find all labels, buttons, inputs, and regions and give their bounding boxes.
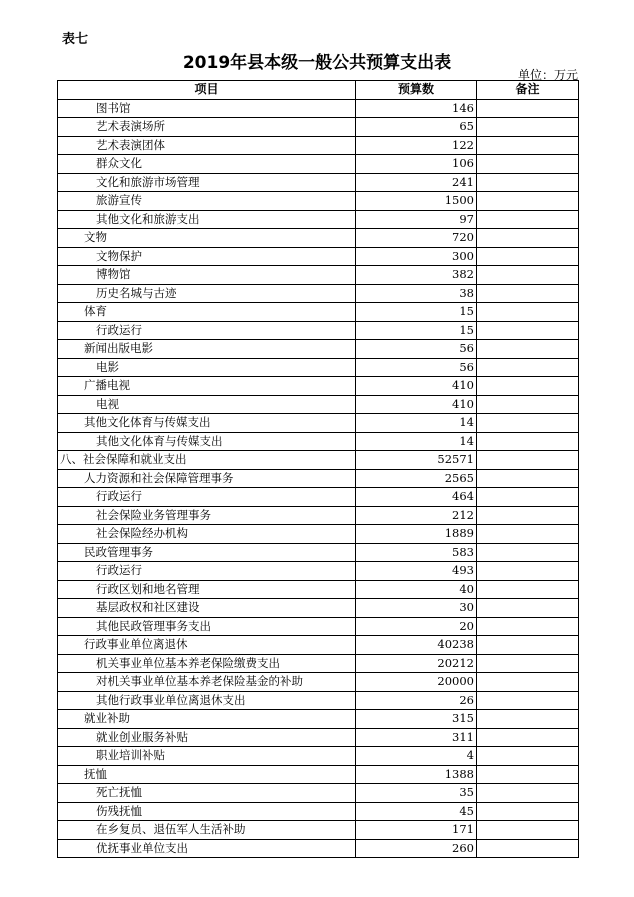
table-row: [58, 802, 579, 821]
item-name-cell: 电视: [58, 395, 356, 414]
budget-value-cell: 45: [356, 802, 477, 821]
table-row: [58, 340, 579, 359]
table-row: [58, 321, 579, 340]
budget-value-cell: 40238: [356, 636, 477, 655]
table-row: [58, 284, 579, 303]
item-name-cell: 其他文化体育与传媒支出: [58, 432, 356, 451]
budget-value-cell: 20: [356, 617, 477, 636]
table-row: [58, 599, 579, 618]
budget-value-cell: 720: [356, 229, 477, 248]
note-cell: [477, 469, 579, 488]
item-name-cell: 群众文化: [58, 155, 356, 174]
budget-value-cell: 122: [356, 136, 477, 155]
page-title: 2019年县本级一般公共预算支出表: [182, 53, 452, 73]
budget-value-cell: 40: [356, 580, 477, 599]
table-row: [58, 210, 579, 229]
budget-value-cell: 65: [356, 118, 477, 137]
note-cell: [477, 710, 579, 729]
table-row: [58, 414, 579, 433]
table-row: [58, 543, 579, 562]
budget-value-cell: 2565: [356, 469, 477, 488]
table-row: [58, 784, 579, 803]
item-name-cell: 优抚事业单位支出: [58, 839, 356, 858]
budget-value-cell: 52571: [356, 451, 477, 470]
table-row: [58, 636, 579, 655]
budget-value-cell: 15: [356, 321, 477, 340]
note-cell: [477, 192, 579, 211]
item-name-cell: 抚恤: [58, 765, 356, 784]
table-row: [58, 432, 579, 451]
note-cell: [477, 747, 579, 766]
note-cell: [477, 377, 579, 396]
budget-value-cell: 1500: [356, 192, 477, 211]
item-name-cell: 博物馆: [58, 266, 356, 285]
note-cell: [477, 173, 579, 192]
item-name-cell: 体育: [58, 303, 356, 322]
note-cell: [477, 229, 579, 248]
budget-value-cell: 20212: [356, 654, 477, 673]
table-row: [58, 451, 579, 470]
table-row: [58, 247, 579, 266]
item-name-cell: 艺术表演场所: [58, 118, 356, 137]
item-name-cell: 基层政权和社区建设: [58, 599, 356, 618]
note-cell: [477, 654, 579, 673]
note-cell: [477, 821, 579, 840]
table-row: [58, 488, 579, 507]
note-cell: [477, 266, 579, 285]
table-row: [58, 617, 579, 636]
note-cell: [477, 247, 579, 266]
budget-value-cell: 106: [356, 155, 477, 174]
note-cell: [477, 210, 579, 229]
item-name-cell: 对机关事业单位基本养老保险基金的补助: [58, 673, 356, 692]
budget-value-cell: 146: [356, 99, 477, 118]
table-row: [58, 562, 579, 581]
header-item: 项目: [58, 81, 356, 100]
note-cell: [477, 617, 579, 636]
note-cell: [477, 784, 579, 803]
table-row: [58, 580, 579, 599]
item-name-cell: 其他民政管理事务支出: [58, 617, 356, 636]
table-row: [58, 673, 579, 692]
budget-value-cell: 56: [356, 358, 477, 377]
note-cell: [477, 136, 579, 155]
item-name-cell: 行政运行: [58, 321, 356, 340]
table-row: [58, 173, 579, 192]
note-cell: [477, 636, 579, 655]
budget-value-cell: 583: [356, 543, 477, 562]
table-row: [58, 266, 579, 285]
budget-value-cell: 212: [356, 506, 477, 525]
item-name-cell: 文化和旅游市场管理: [58, 173, 356, 192]
budget-value-cell: 14: [356, 414, 477, 433]
item-name-cell: 民政管理事务: [58, 543, 356, 562]
item-name-cell: 历史名城与古迹: [58, 284, 356, 303]
budget-value-cell: 311: [356, 728, 477, 747]
budget-value-cell: 382: [356, 266, 477, 285]
table-row: [58, 118, 579, 137]
note-cell: [477, 284, 579, 303]
table-row: [58, 469, 579, 488]
table-body: [58, 99, 579, 858]
budget-value-cell: 171: [356, 821, 477, 840]
table-row: [58, 395, 579, 414]
item-name-cell: 其他行政事业单位离退休支出: [58, 691, 356, 710]
item-name-cell: 广播电视: [58, 377, 356, 396]
table-row: [58, 506, 579, 525]
table-row: [58, 136, 579, 155]
item-name-cell: 行政区划和地名管理: [58, 580, 356, 599]
note-cell: [477, 118, 579, 137]
note-cell: [477, 99, 579, 118]
note-cell: [477, 395, 579, 414]
table-row: [58, 765, 579, 784]
table-row: [58, 358, 579, 377]
item-name-cell: 人力资源和社会保障管理事务: [58, 469, 356, 488]
note-cell: [477, 451, 579, 470]
table-row: [58, 839, 579, 858]
item-name-cell: 旅游宣传: [58, 192, 356, 211]
note-cell: [477, 580, 579, 599]
item-name-cell: 其他文化体育与传媒支出: [58, 414, 356, 433]
item-name-cell: 就业补助: [58, 710, 356, 729]
budget-value-cell: 1889: [356, 525, 477, 544]
item-name-cell: 图书馆: [58, 99, 356, 118]
note-cell: [477, 155, 579, 174]
item-name-cell: 社会保险经办机构: [58, 525, 356, 544]
table-row: [58, 229, 579, 248]
table-row: [58, 747, 579, 766]
table-row: [58, 728, 579, 747]
table-row: [58, 691, 579, 710]
budget-value-cell: 260: [356, 839, 477, 858]
note-cell: [477, 599, 579, 618]
item-name-cell: 机关事业单位基本养老保险缴费支出: [58, 654, 356, 673]
note-cell: [477, 340, 579, 359]
note-cell: [477, 488, 579, 507]
note-cell: [477, 691, 579, 710]
table-row: [58, 303, 579, 322]
budget-value-cell: 38: [356, 284, 477, 303]
budget-value-cell: 315: [356, 710, 477, 729]
note-cell: [477, 432, 579, 451]
table-row: [58, 377, 579, 396]
item-name-cell: 就业创业服务补贴: [58, 728, 356, 747]
table-row: [58, 710, 579, 729]
header-note: 备注: [477, 81, 579, 100]
item-name-cell: 电影: [58, 358, 356, 377]
budget-value-cell: 30: [356, 599, 477, 618]
budget-value-cell: 410: [356, 395, 477, 414]
budget-value-cell: 56: [356, 340, 477, 359]
item-name-cell: 伤残抚恤: [58, 802, 356, 821]
budget-value-cell: 15: [356, 303, 477, 322]
note-cell: [477, 358, 579, 377]
note-cell: [477, 673, 579, 692]
item-name-cell: 文物: [58, 229, 356, 248]
note-cell: [477, 321, 579, 340]
budget-value-cell: 14: [356, 432, 477, 451]
note-cell: [477, 802, 579, 821]
budget-value-cell: 35: [356, 784, 477, 803]
item-name-cell: 职业培训补贴: [58, 747, 356, 766]
note-cell: [477, 728, 579, 747]
item-name-cell: 行政运行: [58, 562, 356, 581]
budget-value-cell: 410: [356, 377, 477, 396]
budget-value-cell: 4: [356, 747, 477, 766]
budget-table: [57, 80, 579, 858]
item-name-cell: 其他文化和旅游支出: [58, 210, 356, 229]
note-cell: [477, 525, 579, 544]
item-name-cell: 八、社会保障和就业支出: [58, 451, 356, 470]
note-cell: [477, 765, 579, 784]
note-cell: [477, 414, 579, 433]
table-row: [58, 821, 579, 840]
unit-label: 单位：万元: [517, 68, 578, 82]
table-header-row: [58, 81, 579, 100]
budget-value-cell: 20000: [356, 673, 477, 692]
item-name-cell: 行政事业单位离退休: [58, 636, 356, 655]
budget-value-cell: 300: [356, 247, 477, 266]
budget-value-cell: 97: [356, 210, 477, 229]
note-cell: [477, 562, 579, 581]
budget-value-cell: 241: [356, 173, 477, 192]
budget-value-cell: 464: [356, 488, 477, 507]
item-name-cell: 新闻出版电影: [58, 340, 356, 359]
note-cell: [477, 506, 579, 525]
item-name-cell: 在乡复员、退伍军人生活补助: [58, 821, 356, 840]
table-row: [58, 525, 579, 544]
item-name-cell: 死亡抚恤: [58, 784, 356, 803]
budget-value-cell: 493: [356, 562, 477, 581]
item-name-cell: 行政运行: [58, 488, 356, 507]
table-row: [58, 192, 579, 211]
note-cell: [477, 303, 579, 322]
table-row: [58, 99, 579, 118]
item-name-cell: 社会保险业务管理事务: [58, 506, 356, 525]
note-cell: [477, 839, 579, 858]
item-name-cell: 文物保护: [58, 247, 356, 266]
budget-value-cell: 26: [356, 691, 477, 710]
header-budget: 预算数: [356, 81, 477, 100]
table-number-label: 表七: [62, 32, 89, 47]
table-row: [58, 654, 579, 673]
item-name-cell: 艺术表演团体: [58, 136, 356, 155]
note-cell: [477, 543, 579, 562]
budget-value-cell: 1388: [356, 765, 477, 784]
table-row: [58, 155, 579, 174]
